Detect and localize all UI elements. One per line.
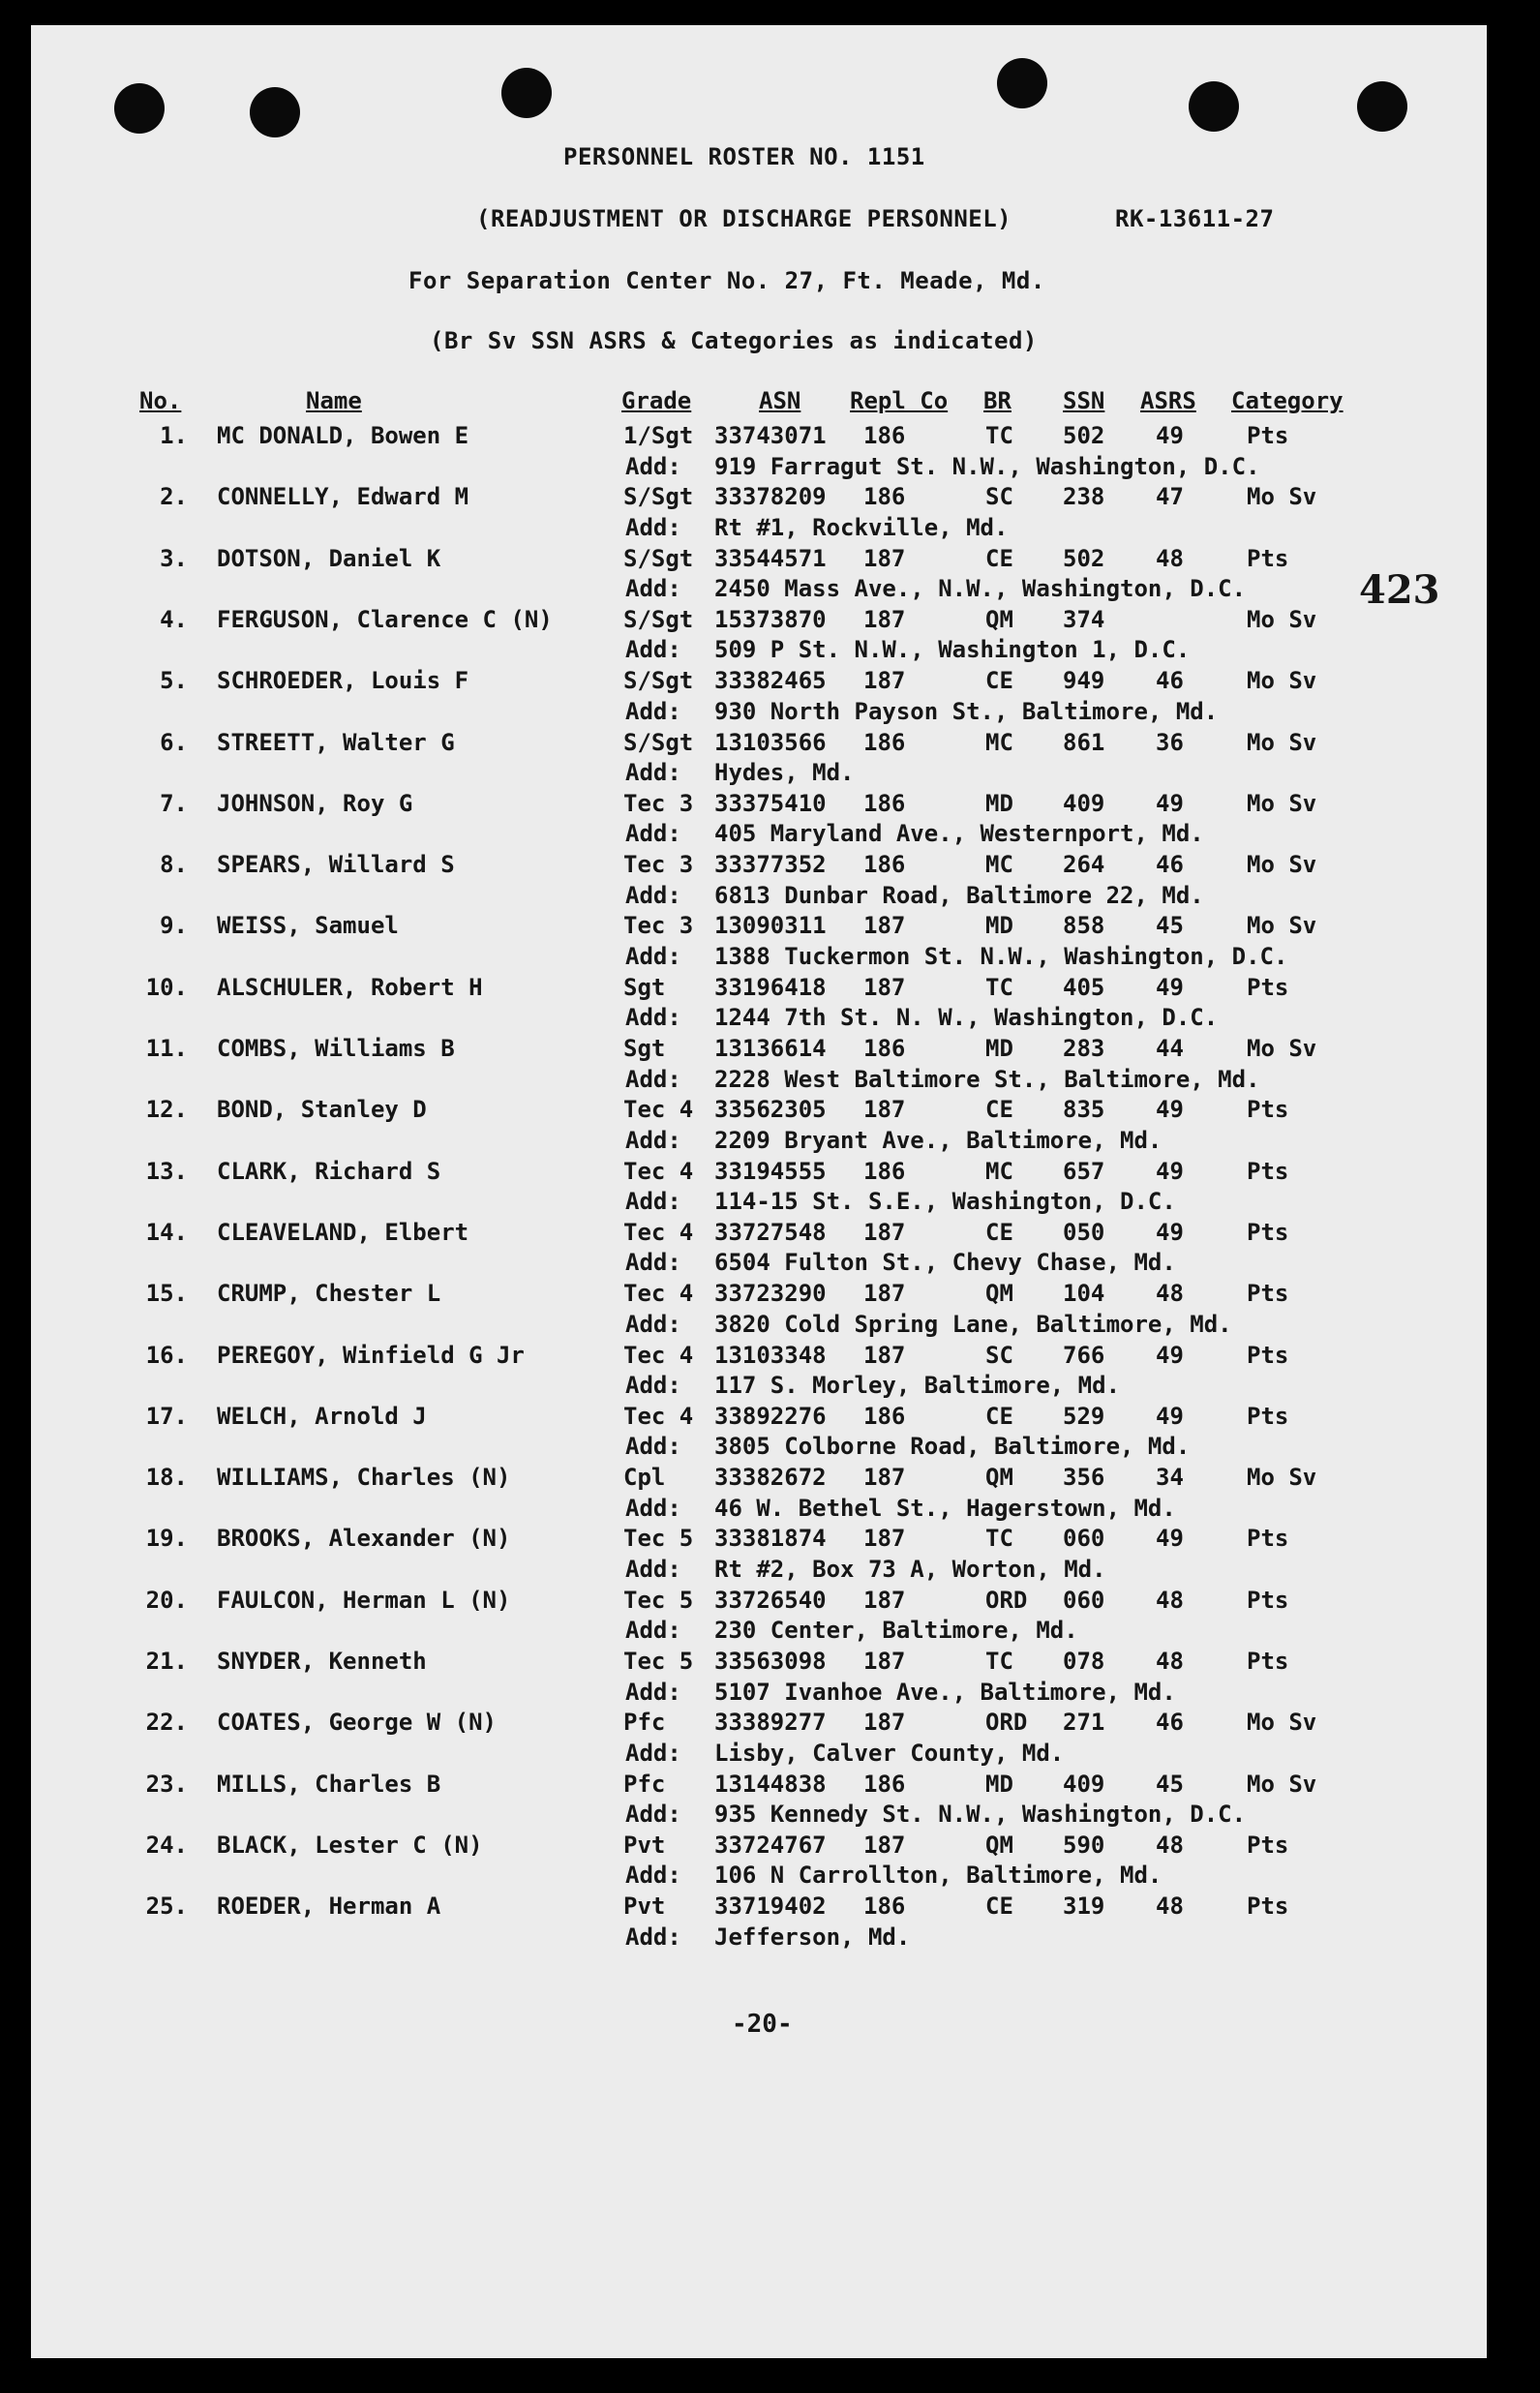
row-branch: SC [985,483,1013,511]
row-branch: CE [985,1402,1013,1430]
row-category: Mo Sv [1247,912,1317,940]
row-grade: Tec 3 [623,851,694,879]
row-address-label: Add: [625,1555,681,1583]
row-category: Mo Sv [1247,1464,1317,1492]
row-repl-co: 187 [863,1341,906,1369]
row-asrs: 34 [1156,1464,1184,1492]
row-name: CRUMP, Chester L [217,1280,441,1308]
row-asrs: 49 [1156,1341,1184,1369]
row-category: Mo Sv [1247,605,1317,633]
row-address-label: Add: [625,1004,681,1032]
row-category: Pts [1247,1341,1289,1369]
row-branch: MC [985,851,1013,879]
row-address: 114-15 St. S.E., Washington, D.C. [714,1188,1176,1216]
row-asn: 33196418 [714,973,827,1001]
row-asn: 33194555 [714,1157,827,1185]
page-number: -20- [732,2010,793,2039]
row-branch: CE [985,544,1013,572]
row-address: 106 N Carrollton, Baltimore, Md. [714,1862,1163,1890]
row-name: ROEDER, Herman A [217,1893,441,1921]
row-asrs: 48 [1156,1280,1184,1308]
row-repl-co: 186 [863,1893,906,1921]
row-ssn: 264 [1063,851,1105,879]
row-branch: MD [985,1770,1013,1798]
row-category: Mo Sv [1247,789,1317,817]
row-asrs: 46 [1156,851,1184,879]
row-category: Pts [1247,1525,1289,1553]
row-asrs: 49 [1156,1402,1184,1430]
row-name: SCHROEDER, Louis F [217,667,469,695]
row-asn: 13103566 [714,728,827,756]
row-category: Pts [1247,422,1289,449]
row-ssn: 529 [1063,1402,1105,1430]
row-ssn: 590 [1063,1831,1105,1859]
row-branch: CE [985,1218,1013,1246]
row-address: 3820 Cold Spring Lane, Baltimore, Md. [714,1310,1232,1338]
row-asn: 33381874 [714,1525,827,1553]
column-header-asrs: ASRS [1140,387,1196,414]
row-name: SNYDER, Kenneth [217,1648,427,1675]
row-repl-co: 187 [863,544,906,572]
row-repl-co: 187 [863,973,906,1001]
row-ssn: 374 [1063,605,1105,633]
row-repl-co: 187 [863,1648,906,1675]
row-grade: S/Sgt [623,728,694,756]
row-repl-co: 186 [863,1402,906,1430]
row-repl-co: 186 [863,1035,906,1062]
row-asrs: 49 [1156,422,1184,449]
row-asn: 33544571 [714,544,827,572]
row-address: 230 Center, Baltimore, Md. [714,1617,1078,1645]
row-asn: 13103348 [714,1341,827,1369]
row-repl-co: 187 [863,912,906,940]
row-number: 1. [160,422,188,449]
row-asn: 33389277 [714,1709,827,1737]
row-asn: 13090311 [714,912,827,940]
row-name: COMBS, Williams B [217,1035,455,1062]
roster-code: RK-13611-27 [1115,205,1275,232]
row-grade: S/Sgt [623,667,694,695]
row-name: PEREGOY, Winfield G Jr [217,1341,525,1369]
row-asn: 33743071 [714,422,827,449]
row-grade: S/Sgt [623,483,694,511]
row-branch: MD [985,789,1013,817]
row-grade: Cpl [623,1464,666,1492]
column-header-name: Name [306,387,362,414]
row-grade: Tec 4 [623,1402,694,1430]
row-address: 2209 Bryant Ave., Baltimore, Md. [714,1126,1163,1154]
row-asn: 33382465 [714,667,827,695]
row-address-label: Add: [625,1862,681,1890]
row-address-label: Add: [625,942,681,970]
row-asrs: 49 [1156,1157,1184,1185]
row-ssn: 502 [1063,544,1105,572]
row-asrs: 45 [1156,1770,1184,1798]
row-branch: CE [985,1893,1013,1921]
row-address: 919 Farragut St. N.W., Washington, D.C. [714,452,1260,480]
row-asrs: 45 [1156,912,1184,940]
row-branch: SC [985,1341,1013,1369]
row-branch: QM [985,1464,1013,1492]
row-ssn: 078 [1063,1648,1105,1675]
row-name: CLEAVELAND, Elbert [217,1218,469,1246]
row-address: 3805 Colborne Road, Baltimore, Md. [714,1433,1191,1461]
row-category: Pts [1247,1402,1289,1430]
roster-title: PERSONNEL ROSTER NO. 1151 [563,143,925,170]
row-grade: Sgt [623,973,666,1001]
row-address-label: Add: [625,452,681,480]
row-ssn: 409 [1063,789,1105,817]
row-number: 14. [145,1218,188,1246]
row-address-label: Add: [625,1372,681,1399]
row-address-label: Add: [625,881,681,909]
row-category: Mo Sv [1247,483,1317,511]
row-branch: CE [985,1096,1013,1124]
row-address-label: Add: [625,1494,681,1522]
row-address: Lisby, Calver County, Md. [714,1739,1065,1767]
row-category: Pts [1247,544,1289,572]
row-grade: S/Sgt [623,605,694,633]
row-asrs: 49 [1156,973,1184,1001]
row-branch: ORD [985,1586,1028,1614]
row-address: 405 Maryland Ave., Westernport, Md. [714,820,1204,848]
row-address-label: Add: [625,1617,681,1645]
row-asrs: 48 [1156,544,1184,572]
column-header-grade: Grade [621,387,692,414]
row-ssn: 283 [1063,1035,1105,1062]
row-address-label: Add: [625,513,681,541]
row-branch: QM [985,1831,1013,1859]
row-grade: Pfc [623,1770,666,1798]
row-number: 5. [160,667,188,695]
separation-center: For Separation Center No. 27, Ft. Meade, Md. [408,267,1045,294]
row-number: 9. [160,912,188,940]
row-asn: 33562305 [714,1096,827,1124]
row-branch: MD [985,912,1013,940]
row-number: 17. [145,1402,188,1430]
row-name: FAULCON, Herman L (N) [217,1586,511,1614]
row-asn: 33378209 [714,483,827,511]
punch-hole [1189,81,1239,132]
row-ssn: 949 [1063,667,1105,695]
row-repl-co: 187 [863,1464,906,1492]
row-category: Pts [1247,1157,1289,1185]
row-address: 1388 Tuckermon St. N.W., Washington, D.C. [714,942,1288,970]
row-asrs: 48 [1156,1831,1184,1859]
row-address-label: Add: [625,575,681,603]
row-ssn: 050 [1063,1218,1105,1246]
row-category: Pts [1247,1648,1289,1675]
roster-subtitle: (READJUSTMENT OR DISCHARGE PERSONNEL) [476,205,1012,232]
column-header-ssn: SSN [1063,387,1105,414]
row-number: 11. [145,1035,188,1062]
row-branch: MC [985,728,1013,756]
row-address: Hydes, Md. [714,759,855,786]
row-address: 930 North Payson St., Baltimore, Md. [714,697,1219,725]
row-asn: 33375410 [714,789,827,817]
row-grade: Tec 4 [623,1218,694,1246]
column-header-asn: ASN [759,387,801,414]
row-name: BOND, Stanley D [217,1096,427,1124]
row-repl-co: 186 [863,789,906,817]
row-number: 6. [160,728,188,756]
row-address-label: Add: [625,1065,681,1093]
row-address-label: Add: [625,1801,681,1829]
row-grade: Tec 5 [623,1648,694,1675]
row-branch: TC [985,422,1013,449]
row-name: DOTSON, Daniel K [217,544,441,572]
row-grade: Pvt [623,1893,666,1921]
row-grade: Pfc [623,1709,666,1737]
row-address-label: Add: [625,1739,681,1767]
punch-hole [997,58,1047,108]
row-asn: 15373870 [714,605,827,633]
row-number: 3. [160,544,188,572]
row-number: 19. [145,1525,188,1553]
row-repl-co: 186 [863,1770,906,1798]
row-grade: Tec 4 [623,1157,694,1185]
row-ssn: 319 [1063,1893,1105,1921]
row-number: 15. [145,1280,188,1308]
row-address-label: Add: [625,697,681,725]
row-asrs: 46 [1156,667,1184,695]
row-asn: 13144838 [714,1770,827,1798]
row-number: 25. [145,1893,188,1921]
row-asrs: 48 [1156,1893,1184,1921]
row-ssn: 356 [1063,1464,1105,1492]
row-branch: CE [985,667,1013,695]
row-ssn: 861 [1063,728,1105,756]
row-repl-co: 187 [863,1831,906,1859]
row-branch: QM [985,605,1013,633]
row-grade: Tec 4 [623,1280,694,1308]
row-name: STREETT, Walter G [217,728,455,756]
row-asn: 33724767 [714,1831,827,1859]
row-number: 24. [145,1831,188,1859]
row-address-label: Add: [625,1126,681,1154]
row-address-label: Add: [625,1188,681,1216]
row-address: 5107 Ivanhoe Ave., Baltimore, Md. [714,1678,1176,1706]
row-repl-co: 187 [863,1709,906,1737]
row-name: JOHNSON, Roy G [217,789,413,817]
row-ssn: 657 [1063,1157,1105,1185]
row-branch: TC [985,973,1013,1001]
row-asrs: 44 [1156,1035,1184,1062]
row-address: 1244 7th St. N. W., Washington, D.C. [714,1004,1219,1032]
row-grade: Tec 3 [623,789,694,817]
row-address: 935 Kennedy St. N.W., Washington, D.C. [714,1801,1247,1829]
row-name: SPEARS, Willard S [217,851,455,879]
row-asn: 33726540 [714,1586,827,1614]
row-number: 4. [160,605,188,633]
punch-hole [501,68,552,118]
column-header-category: Category [1231,387,1344,414]
row-ssn: 858 [1063,912,1105,940]
row-category: Pts [1247,1586,1289,1614]
row-category: Pts [1247,1831,1289,1859]
row-name: CLARK, Richard S [217,1157,441,1185]
row-asn: 33719402 [714,1893,827,1921]
row-repl-co: 186 [863,1157,906,1185]
row-repl-co: 186 [863,851,906,879]
row-category: Pts [1247,1096,1289,1124]
row-grade: 1/Sgt [623,422,694,449]
row-address: 6504 Fulton St., Chevy Chase, Md. [714,1249,1176,1277]
row-address: Jefferson, Md. [714,1923,911,1951]
row-number: 12. [145,1096,188,1124]
row-repl-co: 187 [863,1280,906,1308]
row-category: Mo Sv [1247,851,1317,879]
row-ssn: 766 [1063,1341,1105,1369]
row-repl-co: 187 [863,605,906,633]
row-number: 13. [145,1157,188,1185]
row-address: 2228 West Baltimore St., Baltimore, Md. [714,1065,1260,1093]
row-address: 46 W. Bethel St., Hagerstown, Md. [714,1494,1176,1522]
row-ssn: 238 [1063,483,1105,511]
row-name: MC DONALD, Bowen E [217,422,469,449]
row-grade: Pvt [623,1831,666,1859]
row-address: Rt #1, Rockville, Md. [714,513,1009,541]
row-grade: Tec 4 [623,1096,694,1124]
row-grade: Sgt [623,1035,666,1062]
row-branch: MD [985,1035,1013,1062]
row-number: 8. [160,851,188,879]
row-address: Rt #2, Box 73 A, Worton, Md. [714,1555,1106,1583]
row-number: 20. [145,1586,188,1614]
row-category: Pts [1247,973,1289,1001]
row-grade: Tec 5 [623,1525,694,1553]
row-grade: Tec 3 [623,912,694,940]
row-address-label: Add: [625,820,681,848]
punch-hole [114,83,165,134]
row-branch: QM [985,1280,1013,1308]
sheet-number: 423 [1359,567,1440,613]
row-asrs: 48 [1156,1586,1184,1614]
row-address: 509 P St. N.W., Washington 1, D.C. [714,636,1191,664]
row-category: Mo Sv [1247,667,1317,695]
row-number: 18. [145,1464,188,1492]
row-ssn: 271 [1063,1709,1105,1737]
row-address-label: Add: [625,1678,681,1706]
row-ssn: 835 [1063,1096,1105,1124]
column-header-no: No. [139,387,182,414]
row-branch: TC [985,1525,1013,1553]
row-repl-co: 187 [863,1525,906,1553]
row-asn: 33727548 [714,1218,827,1246]
row-name: MILLS, Charles B [217,1770,441,1798]
row-repl-co: 186 [863,422,906,449]
row-asrs: 48 [1156,1648,1184,1675]
row-number: 21. [145,1648,188,1675]
row-category: Mo Sv [1247,728,1317,756]
row-asn: 33723290 [714,1280,827,1308]
row-number: 22. [145,1709,188,1737]
row-name: BROOKS, Alexander (N) [217,1525,511,1553]
row-address-label: Add: [625,1433,681,1461]
row-grade: Tec 4 [623,1341,694,1369]
punch-hole [250,87,300,137]
row-asrs: 49 [1156,1525,1184,1553]
row-name: WILLIAMS, Charles (N) [217,1464,511,1492]
row-address-label: Add: [625,1923,681,1951]
column-header-br: BR [983,387,1012,414]
row-repl-co: 187 [863,1218,906,1246]
row-address: 117 S. Morley, Baltimore, Md. [714,1372,1121,1399]
row-asn: 33563098 [714,1648,827,1675]
row-number: 2. [160,483,188,511]
row-asrs: 49 [1156,1096,1184,1124]
row-name: ALSCHULER, Robert H [217,973,483,1001]
row-address-label: Add: [625,636,681,664]
row-address-label: Add: [625,1310,681,1338]
row-name: WELCH, Arnold J [217,1402,427,1430]
row-ssn: 060 [1063,1525,1105,1553]
row-ssn: 104 [1063,1280,1105,1308]
row-address-label: Add: [625,1249,681,1277]
row-name: CONNELLY, Edward M [217,483,469,511]
row-asrs: 49 [1156,1218,1184,1246]
row-number: 7. [160,789,188,817]
row-asrs: 49 [1156,789,1184,817]
row-category: Pts [1247,1218,1289,1246]
row-name: COATES, George W (N) [217,1709,497,1737]
row-branch: TC [985,1648,1013,1675]
row-address-label: Add: [625,759,681,786]
row-category: Pts [1247,1280,1289,1308]
row-asrs: 46 [1156,1709,1184,1737]
roster-page [31,25,1487,2358]
row-ssn: 409 [1063,1770,1105,1798]
row-repl-co: 186 [863,728,906,756]
punch-hole [1357,81,1407,132]
row-ssn: 502 [1063,422,1105,449]
row-ssn: 405 [1063,973,1105,1001]
row-branch: MC [985,1157,1013,1185]
row-repl-co: 187 [863,1096,906,1124]
row-grade: S/Sgt [623,544,694,572]
row-repl-co: 187 [863,667,906,695]
row-repl-co: 186 [863,483,906,511]
row-asrs: 36 [1156,728,1184,756]
row-address: 2450 Mass Ave., N.W., Washington, D.C. [714,575,1247,603]
row-repl-co: 187 [863,1586,906,1614]
row-category: Mo Sv [1247,1035,1317,1062]
row-category: Pts [1247,1893,1289,1921]
row-name: WEISS, Samuel [217,912,399,940]
row-category: Mo Sv [1247,1770,1317,1798]
row-asn: 33382672 [714,1464,827,1492]
row-address: 6813 Dunbar Road, Baltimore 22, Md. [714,881,1204,909]
row-asn: 33377352 [714,851,827,879]
row-grade: Tec 5 [623,1586,694,1614]
row-category: Mo Sv [1247,1709,1317,1737]
row-asn: 13136614 [714,1035,827,1062]
row-name: FERGUSON, Clarence C (N) [217,605,553,633]
row-number: 16. [145,1341,188,1369]
row-name: BLACK, Lester C (N) [217,1831,483,1859]
row-asrs: 47 [1156,483,1184,511]
row-ssn: 060 [1063,1586,1105,1614]
roster-note: (Br Sv SSN ASRS & Categories as indicated) [430,327,1038,354]
row-branch: ORD [985,1709,1028,1737]
row-number: 10. [145,973,188,1001]
row-asn: 33892276 [714,1402,827,1430]
column-header-repl-co: Repl Co [850,387,949,414]
row-number: 23. [145,1770,188,1798]
